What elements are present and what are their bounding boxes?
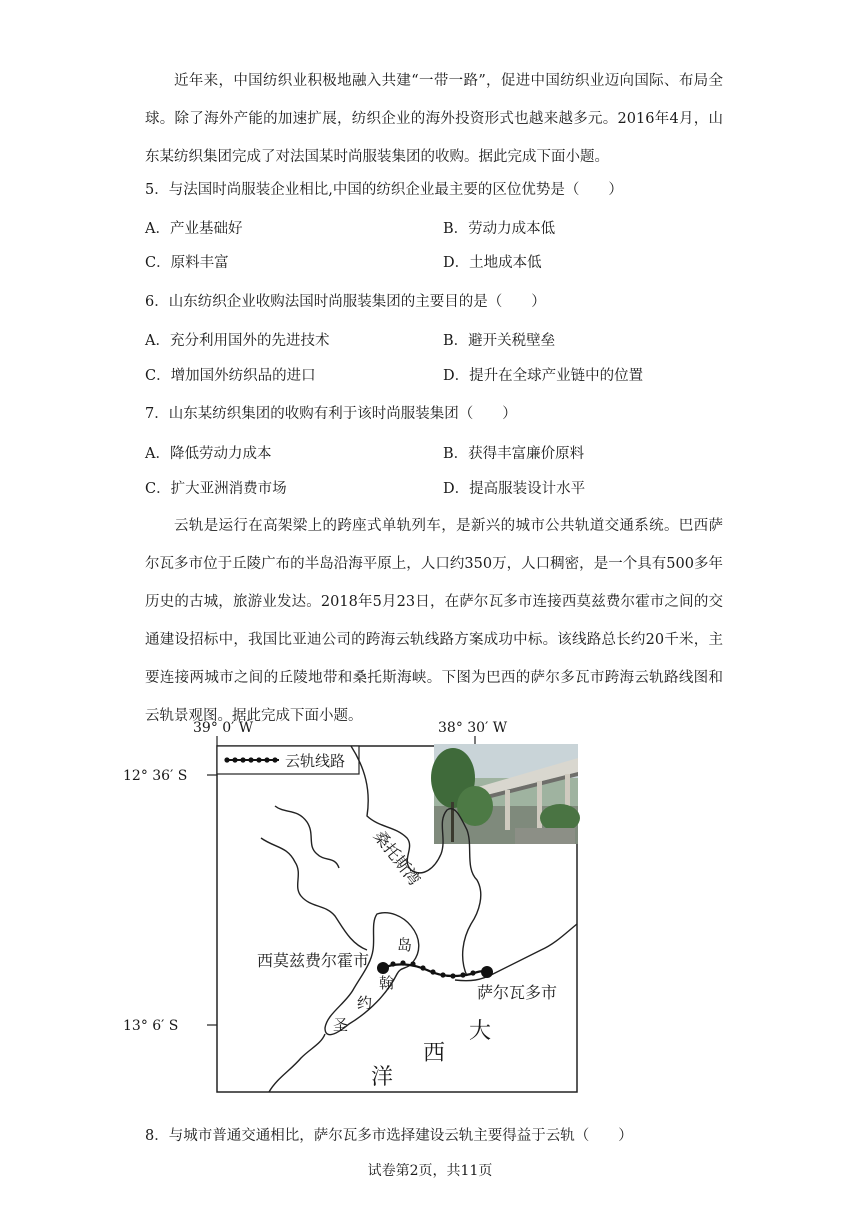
question-6-stem: 6．山东纺织企业收购法国时尚服装集团的主要目的是（ ） xyxy=(145,294,546,310)
bay-label: 桑托斯湾 xyxy=(369,826,425,889)
question-7-stem: 7．山东某纺织集团的收购有利于该时尚服装集团（ ） xyxy=(145,406,517,422)
city-east-marker xyxy=(481,966,493,978)
question-5-stem: 5．与法国时尚服装企业相比,中国的纺织企业最主要的区位优势是（ ） xyxy=(145,182,623,198)
lon-right-label: 38° 30′ W xyxy=(438,720,508,736)
island-char-2: 翰 xyxy=(379,974,395,992)
passage-1: 近年来，中国纺织业积极地融入共建“一带一路”，促进中国纺织业迈向国际、布局全球。除了海外产能的加速扩展，纺织企业的海外投资形式也越来越多元。2016年4月，山东某纺织集团完成了对法国某时尚服装集团的收购。据此完成下面小题。 xyxy=(145,73,723,165)
passage-2: 云轨是运行在高架梁上的跨座式单轨列车，是新兴的城市公共轨道交通系统。巴西萨尔瓦多市位于丘陵广布的半岛沿海平原上，人口约350万，人口稠密，是一个具有500多年历史的古城，旅游业发达。2018年5月23日，在萨尔瓦多市连接西莫兹费尔霍市之间的交通建设招标中，我国比亚迪公司的跨海云轨线路方案成功中标。该线路总长约20千米，主要连接两城市之间的丘陵地带和桑托斯海峡。下图为巴西的萨尔多瓦市跨海云轨路线图和云轨景观图。据此完成下面小题。 xyxy=(145,518,723,724)
q5-option-a[interactable]: A．产业基础好 xyxy=(145,221,243,237)
q6-option-a[interactable]: A．充分利用国外的先进技术 xyxy=(145,333,330,349)
legend-label: 云轨线路 xyxy=(285,752,346,770)
southwest-coastline xyxy=(269,1034,325,1092)
ocean-char-2: 西 xyxy=(423,1041,446,1066)
q5-option-d[interactable]: D．土地成本低 xyxy=(443,255,542,271)
skyrail-photo xyxy=(431,744,580,844)
q7-option-a[interactable]: A．降低劳动力成本 xyxy=(145,446,272,462)
q7-option-c[interactable]: C．扩大亚洲消费市场 xyxy=(145,481,287,497)
q6-option-b[interactable]: B．避开关税壁垒 xyxy=(443,333,556,349)
island-char-3: 约 xyxy=(357,994,373,1012)
island-char-4: 圣 xyxy=(333,1016,349,1034)
q5-option-c[interactable]: C．原料丰富 xyxy=(145,255,229,271)
q5-option-b[interactable]: B．劳动力成本低 xyxy=(443,221,556,237)
skyrail-route-map xyxy=(123,718,595,1098)
question-8-stem: 8．与城市普通交通相比，萨尔瓦多市选择建设云轨主要得益于云轨（ ） xyxy=(145,1128,633,1144)
lat-bottom-label: 13° 6′ S xyxy=(123,1018,179,1034)
west-inlet xyxy=(275,806,339,868)
west-coastline xyxy=(261,838,367,950)
lat-top-label: 12° 36′ S xyxy=(123,768,188,784)
q6-option-d[interactable]: D．提升在全球产业链中的位置 xyxy=(443,368,644,384)
q7-option-d[interactable]: D．提高服装设计水平 xyxy=(443,481,586,497)
lon-left-label: 39° 0′ W xyxy=(193,720,254,736)
city-east-label: 萨尔瓦多市 xyxy=(477,983,558,1002)
city-west-label: 西莫兹费尔霍市 xyxy=(257,951,370,970)
ocean-char-3: 洋 xyxy=(371,1065,394,1090)
q7-option-b[interactable]: B．获得丰富廉价原料 xyxy=(443,446,585,462)
city-west-marker xyxy=(377,962,389,974)
page-footer: 试卷第2页，共11页 xyxy=(367,1163,493,1179)
q6-option-c[interactable]: C．增加国外纺织品的进口 xyxy=(145,368,316,384)
ocean-char-1: 大 xyxy=(469,1019,492,1044)
island-char-1: 岛 xyxy=(397,936,413,954)
